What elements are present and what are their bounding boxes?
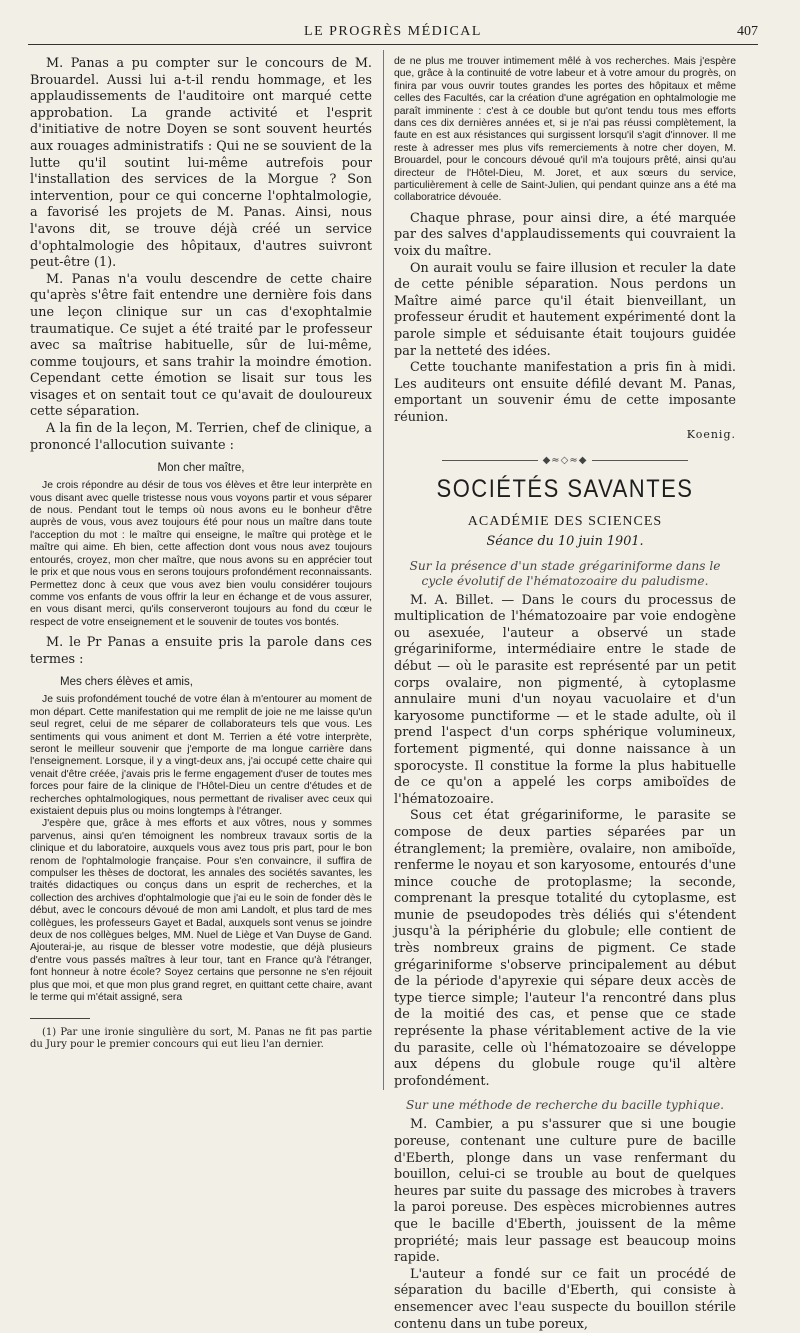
article-subheading: Sur une méthode de recherche du bacille typhique. [405,1098,725,1113]
paragraph: M. le Pr Panas a ensuite pris la parole dans ces termes : [30,635,372,667]
running-header [28,22,758,45]
left-column [30,56,372,1096]
paragraph: Chaque phrase, pour ainsi dire, a été marquée par des salves d'applaudissements qui couvraient la voix du maître. [394,210,736,260]
session-date: Séance du 10 juin 1901. [486,533,644,549]
paragraph: M. Cambier, a pu s'assurer que si une bougie poreuse, contenant une culture pure de bacille d'Eberth, plonge dans un vase renfermant du bouillon, celui-ci se trouble au bout de quelques heures par suite du passage des microbes à travers la paroi poreuse. Des espèces microbiennes autres que le bacille d'Eberth, jouissent de la même propriété; mais leur passage est beaucoup moins rapide. [394,1117,736,1266]
salutation: Mon cher maître, [157,462,245,475]
paragraph: On aurait voulu se faire illusion et reculer la date de cette pénible séparation. Nous perdons un Maître aimé parce qu'il était bienveillant, un professeur érudit et hautement expérimenté dont la parole simple et séduisante était toujours guidée par la netteté des idées. [394,260,736,359]
column-divider [383,50,384,1090]
footnote: (1) Par une ironie singulière du sort, M. Panas ne fit pas partie du Jury pour le premier concours qui eut lieu l'an dernier. [30,1027,372,1051]
right-column [394,56,736,1332]
speech-text: de ne plus me trouver intimement mêlé à vos recherches. Mais j'espère que, grâce à la continuité de votre labeur et à votre amour du progrès, on finira par vous ouvrir toutes grandes les portes des hôpitaux et même celles des Facultés, car la création d'une agrégation en ophtalmologie me paraît imminente : c'est à ce double but qu'ont tendu tous mes efforts dans ces dix dernières années et, si je n'ai pas réussi complètement, la faute en est aux résistances qui surgissent lorsqu'il s'agit d'innover. Il me reste à adresser mes plus vifs remerciements à notre cher doyen, M. Brouardel, pour le concours dévoué qu'il m'a toujours prêté, ainsi qu'au directeur de l'Hôtel-Dieu, M. Joret, et aux sœurs du service, particulièrement à celle de Saint-Julien, qui pendant quinze ans a été ma collaboratrice dévouée. [394,56,736,204]
speech-text: J'espère que, grâce à mes efforts et aux vôtres, nous y sommes parvenus, ainsi qu'en témoignent les nombreux travaux sortis de la clinique et du laboratoire, auxquels vous avez tous pris part, pour le bon renom de l'ophtalmologie française. Pour s'en convaincre, il suffira de compulser les thèses de doctorat, les annales des sociétés savantes, les traités didactiques ou conçus dans un esprit de recherches, et la collection des archives d'ophtalmologie que j'ai eu le soin de fonder dès le début, avec le concours dévoué de mon ami Landolt, et plus tard de mes collègues, les professeurs Gayet et Badal, auxquels sont venus se joindre deux de nos collègues belges, MM. Nuel de Liège et Van Duyse de Gand. Ajouterai-je, au risque de blesser votre modestie, que déjà plusieurs d'entre vous passés maîtres à leur tour, tant en France qu'à l'étranger, font honneur à notre école? Soyez certains que personne ne s'en réjouit plus que moi, et que mon plus grand regret, en quittant cette chaire, avant le terme qui m'était assigné, sera [30,818,372,1004]
paragraph: M. Panas n'a voulu descendre de cette chaire qu'après s'être fait entendre une dernière fois dans une leçon clinique sur un cas d'exophtalmie traumatique. Ce sujet a été traité par le professeur avec sa maîtrise habituelle, sûr de lui-même, comme toujours, et sans trahir la moindre émotion. Cependant cette émotion se lisait sur tous les visages et on sentait tout ce qu'avait de douloureux cette séparation. [30,271,372,420]
speech-text: Je crois répondre au désir de tous vos élèves et être leur interprète en vous disant avec quelle tristesse nous vous voyons partir et vous séparer de nous. Pendant tout le temps où nous avons eu le bonheur d'être auprès de vous, vous avez toujours été pour nous un maître dans toute l'acception du mot : le maître qui enseigne, le maître qui protège et le maître qui aime. Eh bien, cette affection dont vous nous avez toujours entourés, croyez, mon cher maître, que nous avons su en apprécier tout le prix et que nous vous en serons toujours profondément reconnaissants. Permettez donc à ceux que vous avez bien voulu considérer toujours comme vos enfants de vous offrir la leur en échange et de vous assurer, en vous disant merci, qu'ils conserveront toujours au fond du cœur le respect de votre enseignement et le souvenir de toutes vos bontés. [30,480,372,628]
speech-text: Je suis profondément touché de votre élan à m'entourer au moment de mon départ. Cette manifestation qui me remplit de joie ne me laisse qu'un seul regret, celui de me séparer de collaborateurs tels que vous. Les sentiments qui vous animent et dont M. Terrien a été votre interprète, seront le meilleur souvenir que j'emporte de ma longue carrière dans l'enseignement. Lorsque, il y a vingt-deux ans, j'ai occupé cette chaire qui venait d'être créée, j'avais pris le ferme engagement d'user de toutes mes forces pour faire de la clinique de l'Hôtel-Dieu un centre d'études et de recherches ophtalmologiques, nous permettant de rivaliser avec ceux qui existaient depuis plus ou moins longtemps à l'étranger. [30,694,372,817]
paragraph: M. A. Billet. — Dans le cours du processus de multiplication de l'hématozoaire par voie endogène ou asexuée, l'auteur a observé un stade grégariniforme, intermédiaire entre le stade de début — où le parasite est représenté par un petit corps ovalaire, non pigmenté, à cytoplasme annulaire muni d'un noyau vacuolaire et d'un karyosome punctiforme — et le stade adulte, où il prend l'aspect d'un corps sphérique volumineux, fortement pigmenté, qui donne naissance à un sporocyste. Il constitue la forme la plus habituelle de ce qu'on a appelé les corps amiboïdes de l'hématozoaire. [394,592,736,807]
paragraph: Cette touchante manifestation a pris fin à midi. Les auditeurs ont ensuite défilé devant M. Panas, emportant un souvenir ému de cette imposante réunion. [394,360,736,425]
section-title: SOCIÉTÉS SAVANTES [436,474,694,503]
article-subheading: Sur la présence d'un stade grégariniforme dans le cycle évolutif de l'hématozoaire du paludisme. [409,558,721,588]
author-signature: Koenig. [686,427,736,441]
paragraph: L'auteur a fondé sur ce fait un procédé de séparation du bacille d'Eberth, qui consiste à ensemencer avec l'eau suspecte du bouillon stérile contenu dans un tube poreux, [394,1266,736,1332]
page-number: 407 [737,24,758,39]
ornament-divider: ◆≈◇≈◆ [394,455,736,466]
paragraph: Sous cet état grégariniforme, le parasite se compose de deux parties séparées par un étranglement; la première, ovalaire, non amiboïde, renferme le noyau et son karyosome, entourés d'une mince couche de protoplasme; la seconde, comprenant la presque totalité du cytoplasme, est munie de pseudopodes très déliés qui s'étendent jusqu'à la périphérie du globule; elle contient de très nombreux grains de pigment. Ce stade grégariniforme s'observe principalement au début de la période d'apyrexie qui sépare deux accès de type tierce simple; l'auteur l'a rencontré dans plus de la moitié des cas, et pense que ce stade représente la phase véritablement active de la vie du parasite, celle où l'hématozoaire se développe aux dépens du globule rouge qu'il altère profondément. [394,808,736,1089]
salutation: Mes chers élèves et amis, [60,676,193,689]
paragraph: A la fin de la leçon, M. Terrien, chef de clinique, a prononcé l'allocution suivante : [30,421,372,453]
paragraph: M. Panas a pu compter sur le concours de M. Brouardel. Aussi lui a-t-il rendu hommage, et les applaudissements de l'auditoire ont marqué cette approbation. La grande activité et l'esprit d'initiative de notre Doyen se sont souvent heurtés aux rouages administratifs : Qui ne se souvient de la lutte qu'il soutint lui-même autrefois pour l'installation des services de la Morgue ? Son intervention, pour ce qui concerne l'ophtalmologie, a favorisé les projets de M. Panas. Ainsi, nous l'avons dit, se trouve déjà créé un service d'ophtalmologie des hôpitaux, d'autres suivront peut-être (1). [30,56,372,271]
academy-heading: ACADÉMIE DES SCIENCES [467,513,663,529]
footnote-rule [30,1018,90,1019]
journal-title: LE PROGRÈS MÉDICAL [304,24,482,39]
